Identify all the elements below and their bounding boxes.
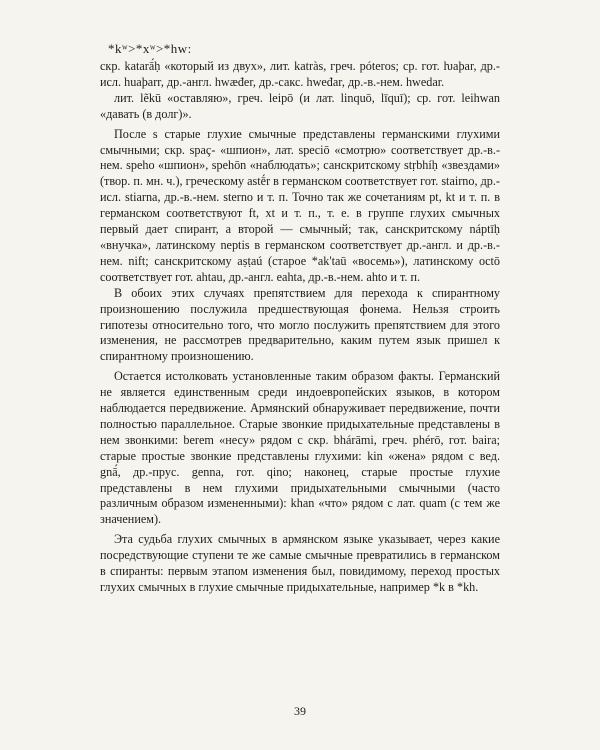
paragraph-2: лит. lẽkū «оставляю», греч. leipō (и лат. linquō, līquī); ср. гот. leihwan «давать (в долг)». bbox=[100, 90, 500, 121]
paragraph-1: скр. katarā́ḥ «который из двух», лит. katràs, греч. póteros; ср. гот. ƕaþar, др.-исл. huaþarr, др.-англ. hwæđer, др.-сакс. hweđar, др.-в.-нем. hwedar. bbox=[100, 59, 500, 89]
sound-change-formula: *kʷ>*xʷ>*hw: bbox=[108, 41, 192, 56]
paragraph-5: Остается истолковать установленные таким образом факты. Германский не является единственным среди индоевропейских языков, в котором наблюдается передвижение. Армянский обнаруживает передвижение, почти полностью параллельное. Старые звонкие придыхательные представлены в нем звонкими: berem «несу» рядом с скр. bhárāmi, греч. phérō, гот. baira; старые простые звонкие представлены глухими: kin «жена» рядом с вед. gnā́, др.-прус. genna, гот. qino; наконец, старые простые глухие представлены в нем глухими придыхательными смычными (часто различным образом измененными): khan «что» рядом с лат. quam (с тем же значением). bbox=[100, 369, 500, 527]
paragraph-6: Эта судьба глухих смычных в армянском языке указывает, через какие посредствующие ступени те же самые смычные превратились в германском в спиранты: первым этапом изменения был, повидимому, переход простых глухих смычных в глухие смычные придыхательные, например *k в *kh. bbox=[100, 532, 500, 594]
paragraph-3: После s старые глухие смычные представлены германскими глухими смычными; скр. spaç- «шпион», лат. speciō «смотрю» соответствует др.-в.-нем. speho «шпион», spehōn «наблюдать»; санскритскому stṛbhíḥ «звездами» (твор. п. мн. ч.), греческому astḗr в германском соответствует гот. stairno, др.-исл. stiarna, др.-в.-нем. sterno и т. п. Точно так же сочетаниям pt, kt и т. п. в германском соответствуют ft, xt и т. п., т. е. в группе глухих смычных первый дает спирант, а второй — смычный; так, санскритскому náptīḥ «внучка», латинскому neptis в германском соответствует др.-англ. и др.-в.-нем. nift; санскритскому aṣṭaú (старое *ak'taū «восемь»), латинскому octō соответствует гот. ahtau, др.-англ. eahta, др.-в.-нем. ahto и т. п. bbox=[100, 126, 500, 284]
page-number: 39 bbox=[294, 704, 306, 718]
paragraph-4: В обоих этих случаях препятствием для перехода к спирантному произношению послужила предшествующая фонема. Нельзя строить гипотезы относительно того, что могло послужить препятствием для этого изменения, не рассмотрев предварительно, каким путем язык пришел к спирантному произношению. bbox=[100, 285, 500, 364]
